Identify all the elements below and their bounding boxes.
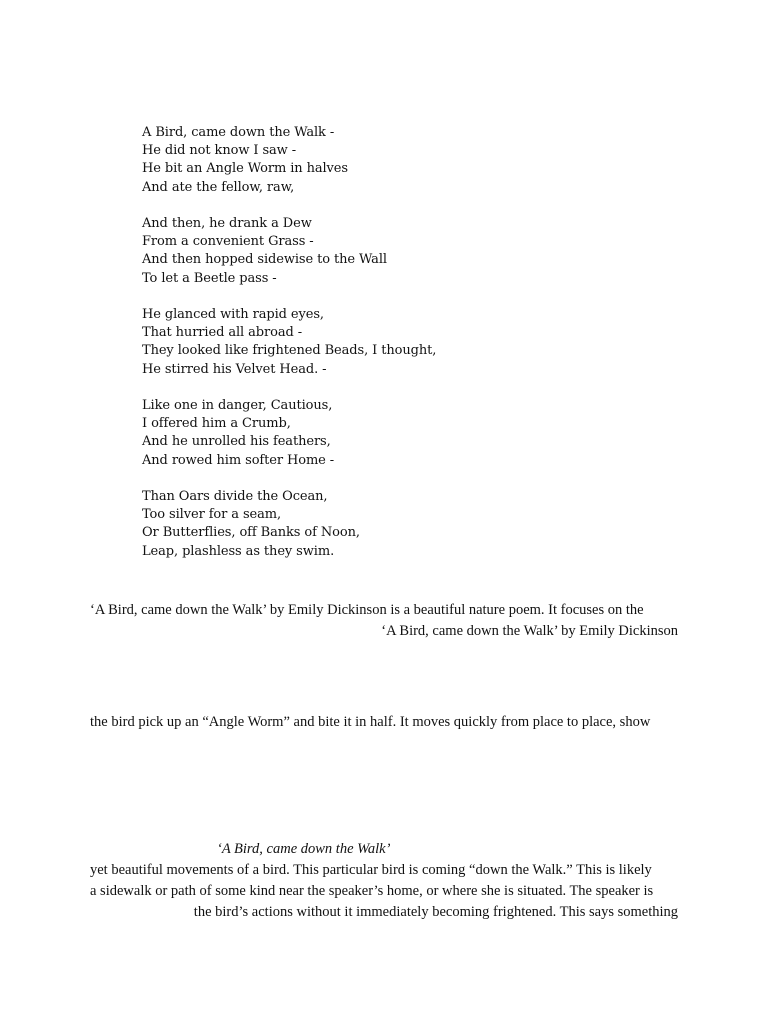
- poem-line: I offered him a Crumb,: [142, 416, 291, 432]
- poem-line: Or Butterflies, off Banks of Noon,: [142, 525, 360, 541]
- poem-line: Like one in danger, Cautious,: [142, 398, 333, 413]
- poem-line: That hurried all abroad -: [142, 325, 303, 341]
- prose-line-angle-worm: the bird pick up an “Angle Worm” and bite it in half. It moves quickly from place to place, show: [90, 714, 651, 730]
- prose-line-sidewalk: a sidewalk or path of some kind near the speaker’s home, or where she is situated. The speaker is: [90, 883, 654, 899]
- poem-line: And then hopped sidewise to the Wall: [142, 252, 387, 268]
- poem-line: And then, he drank a Dew: [142, 216, 312, 231]
- prose-line-movements: yet beautiful movements of a bird. This particular bird is coming “down the Walk.” This is likely: [90, 862, 652, 878]
- poem-line: From a convenient Grass -: [142, 234, 314, 250]
- poem-line: A Bird, came down the Walk -: [142, 125, 335, 140]
- poem-line: Leap, plashless as they swim.: [142, 543, 335, 559]
- prose-line-actions: the bird’s actions without it immediately becoming frightened. This says something: [193, 904, 678, 920]
- prose-line-title-attribution: ‘A Bird, came down the Walk’ by Emily Dickinson: [381, 623, 678, 639]
- poem-line: And ate the fellow, raw,: [142, 179, 295, 195]
- poem-line: Too silver for a seam,: [142, 507, 282, 523]
- poem-line: He did not know I saw -: [142, 143, 297, 159]
- poem-line: Than Oars divide the Ocean,: [142, 489, 328, 504]
- prose-line-italic-title: ‘A Bird, came down the Walk’: [217, 841, 391, 857]
- poem-line: And he unrolled his feathers,: [142, 434, 331, 450]
- poem-line: He glanced with rapid eyes,: [142, 307, 324, 322]
- poem-line: And rowed him softer Home -: [142, 452, 335, 468]
- poem-line: To let a Beetle pass -: [142, 270, 277, 286]
- poem-line: He stirred his Velvet Head. -: [142, 361, 327, 377]
- prose-line-intro: ‘A Bird, came down the Walk’ by Emily Dickinson is a beautiful nature poem. It focuses on the: [90, 602, 644, 618]
- poem-line: They looked like frightened Beads, I thought,: [142, 343, 437, 359]
- poem-line: He bit an Angle Worm in halves: [142, 161, 348, 177]
